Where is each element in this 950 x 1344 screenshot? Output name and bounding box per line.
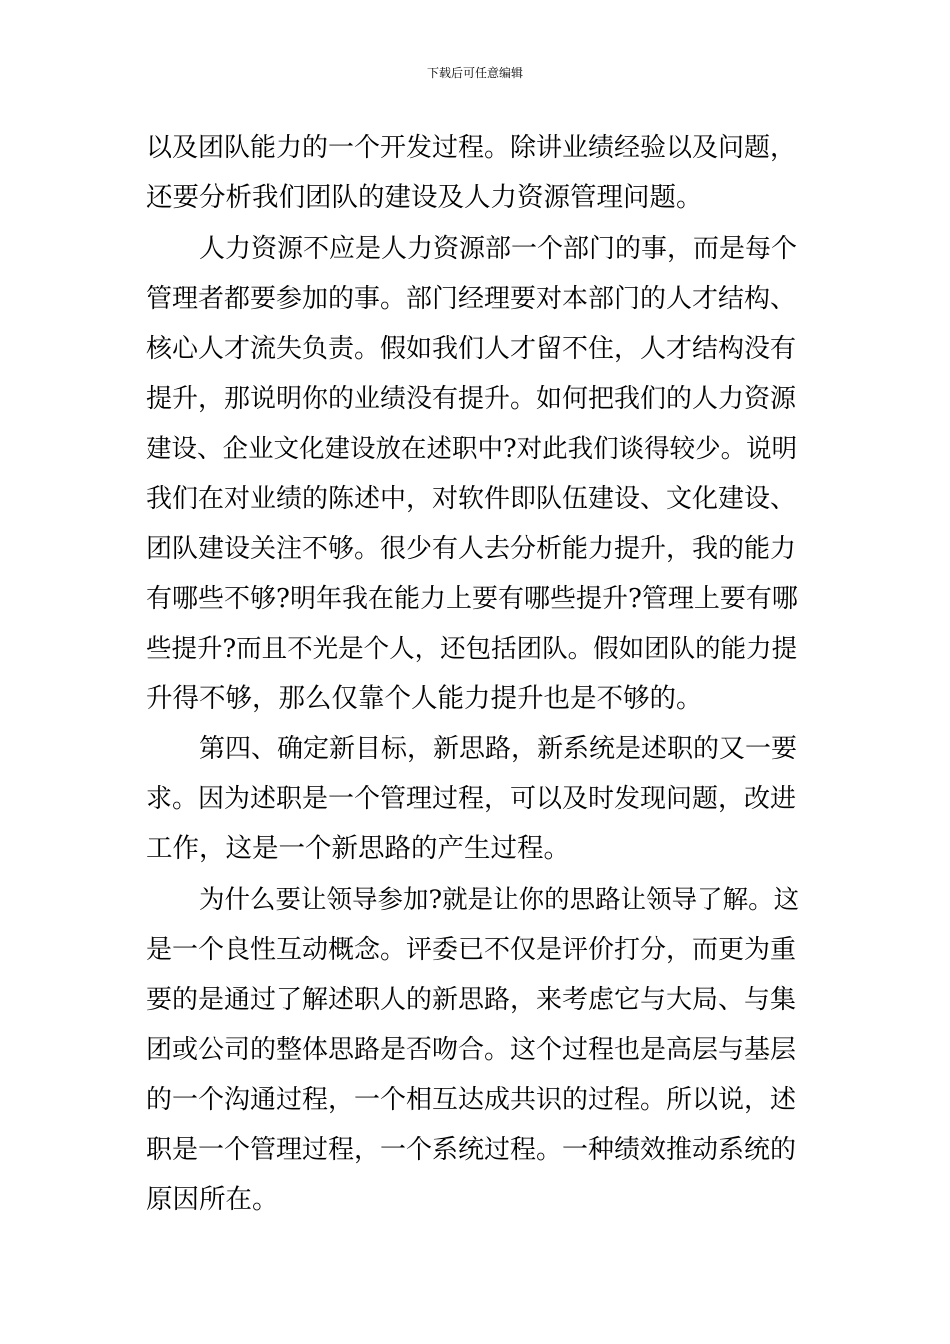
text-line: 职是一个管理过程，一个系统过程。一种绩效推动系统的 bbox=[146, 1135, 797, 1165]
text-line: 有哪些不够?明年我在能力上要有哪些提升?管理上要有哪 bbox=[146, 584, 798, 614]
paragraph-first-line: 人力资源不应是人力资源部一个部门的事，而是每个 bbox=[199, 234, 798, 264]
text-line: 工作，这是一个新思路的产生过程。 bbox=[146, 833, 570, 864]
text-line: 升得不够，那么仅靠个人能力提升也是不够的。 bbox=[146, 683, 703, 714]
text-line: 要的是通过了解述职人的新思路，来考虑它与大局、与集 bbox=[146, 985, 797, 1015]
text-line: 原因所在。 bbox=[146, 1184, 279, 1215]
text-line: 以及团队能力的一个开发过程。除讲业绩经验以及问题， bbox=[146, 133, 797, 163]
text-line: 的一个沟通过程，一个相互达成共识的过程。所以说，述 bbox=[146, 1085, 797, 1115]
paragraph-first-line: 为什么要让领导参加?就是让你的思路让领导了解。这 bbox=[199, 885, 800, 915]
text-line: 团队建设关注不够。很少有人去分析能力提升，我的能力 bbox=[146, 534, 797, 564]
text-line: 求。因为述职是一个管理过程，可以及时发现问题，改进 bbox=[146, 784, 797, 814]
text-line: 是一个良性互动概念。评委已不仅是评价打分，而更为重 bbox=[146, 935, 797, 965]
text-line: 核心人才流失负责。假如我们人才留不住，人才结构没有 bbox=[146, 334, 797, 364]
text-line: 管理者都要参加的事。部门经理要对本部门的人才结构、 bbox=[146, 284, 797, 314]
text-line: 些提升?而且不光是个人，还包括团队。假如团队的能力提 bbox=[146, 634, 798, 664]
text-line: 提升，那说明你的业绩没有提升。如何把我们的人力资源 bbox=[146, 384, 797, 414]
text-line: 团或公司的整体思路是否吻合。这个过程也是高层与基层 bbox=[146, 1035, 797, 1065]
text-line: 还要分析我们团队的建设及人力资源管理问题。 bbox=[146, 182, 703, 213]
page-header: 下载后可任意编辑 bbox=[426, 66, 523, 80]
paragraph-first-line: 第四、确定新目标，新思路，新系统是述职的又一要 bbox=[199, 734, 798, 764]
text-line: 建设、企业文化建设放在述职中?对此我们谈得较少。说明 bbox=[146, 434, 798, 464]
text-line: 我们在对业绩的陈述中，对软件即队伍建设、文化建设、 bbox=[146, 484, 797, 514]
